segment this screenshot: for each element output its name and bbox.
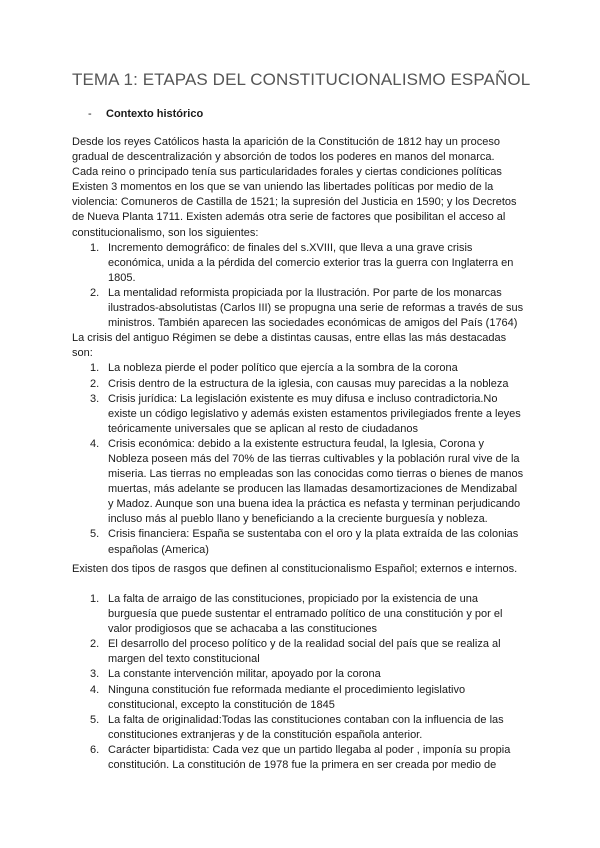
traits-section	[72, 592, 532, 773]
list-item-line: Crisis financiera: España se sustentaba con el oro y la plata extraída de las colonias	[108, 528, 519, 541]
list-item-line: margen del texto constitucional	[108, 653, 260, 666]
list-number: 4.	[90, 683, 100, 696]
list-item-line: Crisis jurídica: La legislación existente es muy difusa e incluso contradictoria.No	[108, 392, 498, 405]
crisis-item	[72, 437, 532, 528]
list-item-line: Crisis económica: debido a la existente estructura feudal, la Iglesia, Corona y	[108, 437, 485, 450]
trait-item	[72, 592, 532, 637]
list-number: 1.	[90, 593, 100, 605]
list-item-line: Nobleza poseen más del 70% de las tierras cultivables y la población rural vive de la	[108, 452, 520, 465]
list-item-line: miseria. Las tierras no empleadas son las conocidas como tierras o bienes de manos	[108, 468, 524, 481]
intro-line: constitucionalismo, son los siguientes:	[72, 226, 259, 239]
traits-intro	[72, 562, 532, 577]
list-item-line: muertas, más adelante se producen las llamadas desamortizaciones de Mendizabal	[108, 483, 518, 496]
list-item-line: ministros. También aparecen las sociedades económicas de amigos del País (1764)	[108, 317, 518, 330]
crisis-item	[72, 392, 532, 437]
list-number: 6.	[90, 743, 100, 756]
list-number: 5.	[90, 528, 100, 541]
section-bullet: -	[88, 108, 92, 120]
factors-list	[72, 241, 532, 332]
list-number: 2.	[90, 286, 100, 299]
list-number: 1.	[90, 241, 100, 254]
list-number: 2.	[90, 638, 100, 651]
list-item-line: 1805.	[108, 271, 136, 284]
intro-line: de Nueva Planta 1711. Existen además otra serie de factores que posibilitan el acceso al	[72, 211, 506, 224]
list-item-line: La constante intervención militar, apoyado por la corona	[108, 668, 381, 681]
list-number: 4.	[90, 437, 100, 450]
list-number: 3.	[90, 668, 100, 681]
intro-line: violencia: Comuneros de Castilla de 1521; la supresión del Justicia en 1590; y los Decretos	[72, 196, 517, 209]
list-item-line: económica, unida a la pérdida del comercio exterior tras la guerra con Inglaterra en	[108, 256, 514, 269]
list-item-line: y Madoz. Aunque son una buena idea la práctica es nefasta y terminan perjudicando	[108, 498, 521, 511]
intro-line: gradual de descentralización y absorción de todos los poderes en manos del monarca.	[72, 151, 495, 164]
crisis-item	[72, 361, 532, 376]
traits-list	[72, 592, 532, 773]
list-item-line: constitución. La constitución de 1978 fue la primera en ser creada por medio de	[108, 759, 497, 772]
factor-item	[72, 286, 532, 331]
crisis-item	[72, 377, 532, 392]
trait-item	[72, 683, 532, 713]
list-item-line: ilustrados-absolutistas (Carlos III) se propugna una serie de reformas a través de sus	[108, 302, 524, 315]
list-item-line: teóricamente universales que se aplican al resto de ciudadanos	[108, 422, 419, 435]
trait-item	[72, 713, 532, 743]
crisis-item	[72, 527, 532, 557]
list-item-line: La falta de originalidad:Todas las constituciones contaban con la influencia de las	[108, 713, 504, 726]
list-item-line: valor prodigiosos que se achacaba a las constituciones	[108, 623, 378, 636]
list-item-line: constituciones extranjeras y de la constitución española anterior.	[108, 728, 423, 741]
intro-line: Desde los reyes Católicos hasta la aparición de la Constitución de 1812 hay un proceso	[72, 136, 501, 148]
factor-item	[72, 241, 532, 286]
crisis-intro-line: La crisis del antiguo Régimen se debe a distintas causas, entre ellas las más destacadas	[72, 332, 507, 345]
intro-lines	[72, 135, 532, 241]
trait-item	[72, 667, 532, 682]
page-title: TEMA 1: ETAPAS DEL CONSTITUCIONALISMO ESPAÑOL	[72, 70, 531, 89]
list-item-line: Crisis dentro de la estructura de la iglesia, con causas muy parecidas a la nobleza	[108, 377, 509, 390]
section-label: Contexto histórico	[106, 108, 204, 120]
list-item-line: constitucional, excepto la constitución de 1845	[108, 698, 335, 711]
list-item-line: españolas (America)	[108, 543, 209, 556]
list-number: 1.	[90, 362, 100, 375]
list-item-line: El desarrollo del proceso político y de la realidad social del país que se realiza al	[108, 638, 501, 651]
intro-line: Existen 3 momentos en los que se van uniendo las libertades políticas por medio de la	[72, 181, 494, 194]
list-item-line: existe un código legislativo y además existen estamentos privilegiados frente a leyes	[108, 407, 521, 420]
list-item-line: La nobleza pierde el poder político que ejercía a la sombra de la corona	[108, 362, 458, 375]
list-item-line: Ninguna constitución fue reformada mediante el procedimiento legislativo	[108, 683, 466, 696]
intro-paragraph	[72, 135, 532, 558]
crisis-intro-line: son:	[72, 347, 93, 360]
crises-list	[72, 361, 532, 557]
list-item-line: Incremento demográfico: de finales del s.XVIII, que lleva a una grave crisis	[108, 241, 473, 254]
list-item-line: La falta de arraigo de las constituciones, propiciado por la existencia de una	[108, 593, 478, 605]
list-item-line: burguesía que puede sustentar el entramado político de una constitución y por el	[108, 608, 503, 621]
list-item-line: Carácter bipartidista: Cada vez que un partido llegaba al poder , imponía su propia	[108, 743, 511, 756]
section-heading	[88, 108, 203, 120]
list-item-line: incluso más al pueblo llano y beneficiando a la creciente burguesía y nobleza.	[108, 513, 488, 526]
list-number: 2.	[90, 377, 100, 390]
trait-item	[72, 743, 532, 773]
intro-line: Cada reino o principado tenía sus particularidades forales y ciertas condiciones políticas	[72, 166, 502, 179]
list-number: 3.	[90, 392, 100, 405]
traits-intro-line: Existen dos tipos de rasgos que definen al constitucionalismo Español; externos e internos.	[72, 563, 518, 575]
crisis-intro	[72, 331, 532, 361]
list-number: 5.	[90, 713, 100, 726]
trait-item	[72, 637, 532, 667]
list-item-line: La mentalidad reformista propiciada por la Ilustración. Por parte de los monarcas	[108, 286, 502, 299]
